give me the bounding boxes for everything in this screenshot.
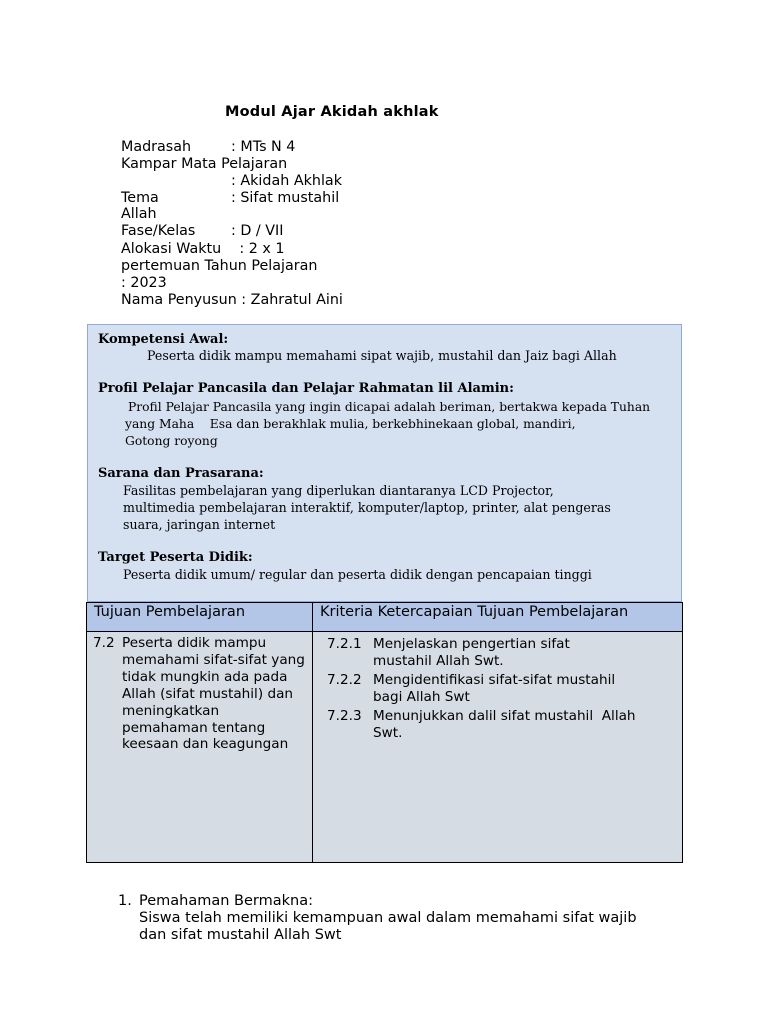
meaningful-understanding-section — [118, 893, 637, 945]
criteria-item — [327, 672, 682, 706]
objective-line: tidak mungkin ada pada — [122, 668, 288, 685]
madrasah-value: : MTs N 4 — [231, 139, 296, 155]
section-heading: Pemahaman Bermakna: — [139, 893, 313, 909]
tema-label: Tema — [121, 190, 159, 207]
document-title: Modul Ajar Akidah akhlak — [225, 104, 439, 120]
profil-line-3: Gotong royong — [125, 433, 218, 448]
tema-row — [121, 190, 366, 207]
objective-line: keesaan dan keagungan — [122, 736, 289, 753]
table-header-row — [87, 603, 683, 632]
criteria-number: 7.2.3 — [327, 708, 362, 724]
pertemuan-line: pertemuan Tahun Pelajaran — [121, 257, 318, 274]
fase-value: : D / VII — [231, 223, 284, 240]
objectives-table — [86, 602, 683, 863]
list-number: 1. — [118, 893, 132, 909]
sarana-heading: Sarana dan Prasarana: — [98, 466, 264, 481]
objective-line: meningkatkan — [122, 702, 220, 719]
kampar-line: Kampar Mata Pelajaran — [121, 156, 288, 173]
objective-item — [93, 635, 305, 753]
section-line: dan sifat mustahil Allah Swt — [139, 927, 342, 944]
criteria-text: Menunjukkan dalil sifat mustahil Allah — [373, 708, 636, 724]
objective-cell — [87, 632, 313, 863]
criteria-text: Swt. — [373, 725, 403, 741]
criteria-item — [327, 636, 682, 670]
mapel-row — [121, 173, 366, 190]
target-heading: Target Peserta Didik: — [98, 550, 253, 565]
criteria-number: 7.2.1 — [327, 636, 362, 652]
target-text: Peserta didik umum/ regular dan peserta didik dengan pencapaian tinggi — [123, 567, 592, 582]
objective-line: memahami sifat-sifat yang — [122, 651, 305, 668]
profil-line-2: yang Maha Esa dan berakhlak mulia, berkebhinekaan global, mandiri, — [125, 416, 576, 431]
objective-line: Allah (sifat mustahil) dan — [122, 685, 294, 702]
profil-line-1: Profil Pelajar Pancasila yang ingin dicapai adalah beriman, bertakwa kepada Tuhan — [128, 400, 651, 414]
criteria-number: 7.2.2 — [327, 672, 362, 688]
mapel-value: : Akidah Akhlak — [231, 173, 342, 190]
alokasi-line: Alokasi Waktu : 2 x 1 — [121, 240, 285, 257]
table-row — [87, 632, 683, 863]
competency-box — [87, 324, 682, 602]
criteria-cell — [313, 632, 683, 863]
fase-label: Fase/Kelas — [121, 223, 196, 240]
profil-heading: Profil Pelajar Pancasila dan Pelajar Rahmatan lil Alamin: — [98, 381, 514, 396]
criteria-text: Menjelaskan pengertian sifat — [373, 636, 570, 652]
tema-continuation: Allah — [121, 206, 157, 223]
criteria-text: mustahil Allah Swt. — [373, 653, 504, 669]
objective-line: Peserta didik mampu — [122, 635, 267, 651]
tujuan-header: Tujuan Pembelajaran — [87, 603, 313, 632]
fase-row — [121, 223, 366, 240]
section-line: Siswa telah memiliki kemampuan awal dalam memahami sifat wajib — [139, 910, 637, 927]
sarana-line-2: multimedia pembelajaran interaktif, komputer/laptop, printer, alat pengeras — [123, 499, 611, 515]
kompetensi-heading: Kompetensi Awal: — [98, 332, 229, 347]
criteria-text: bagi Allah Swt — [373, 689, 470, 705]
sarana-line-3: suara, jaringan internet — [123, 516, 276, 532]
criteria-text: Mengidentifikasi sifat-sifat mustahil — [373, 672, 616, 688]
kriteria-header: Kriteria Ketercapaian Tujuan Pembelajaran — [313, 603, 683, 632]
madrasah-label: Madrasah — [121, 139, 192, 155]
criteria-item — [327, 708, 682, 742]
kompetensi-text: Peserta didik mampu memahami sipat wajib, mustahil dan Jaiz bagi Allah — [147, 348, 617, 363]
tahun-value: : 2023 — [121, 274, 167, 291]
madrasah-row — [121, 139, 366, 156]
criteria-list — [313, 632, 682, 742]
objective-line: pemahaman tentang — [122, 719, 266, 736]
identity-section — [121, 139, 366, 309]
tema-value: : Sifat mustahil — [231, 190, 340, 207]
sarana-line-1: Fasilitas pembelajaran yang diperlukan diantaranya LCD Projector, — [123, 483, 554, 498]
objective-number: 7.2 — [93, 635, 115, 651]
penyusun-line: Nama Penyusun : Zahratul Aini — [121, 291, 343, 308]
